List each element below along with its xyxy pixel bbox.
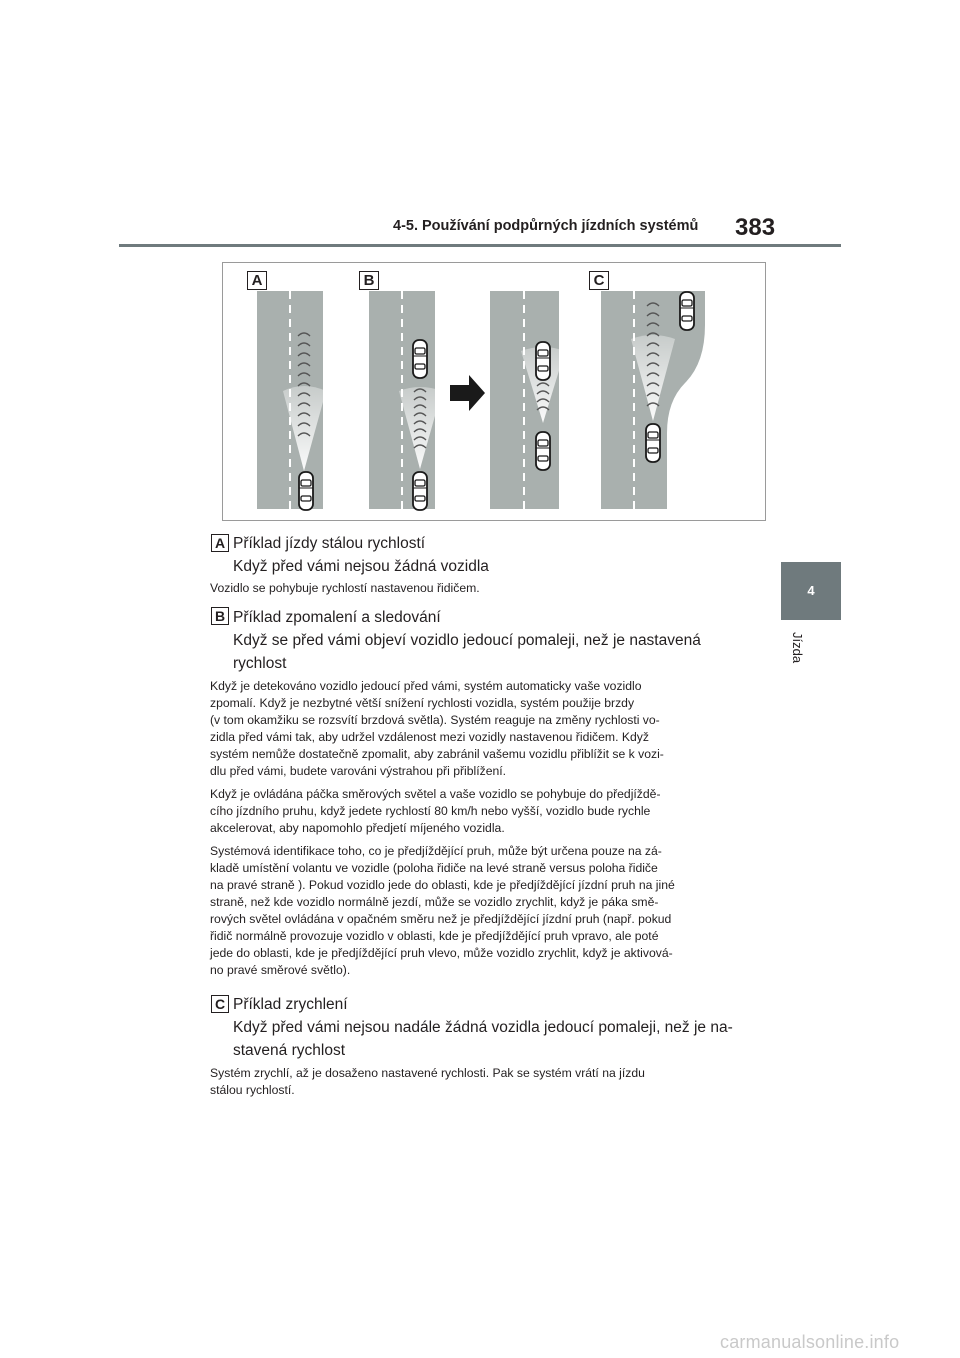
heading-line: Když před vámi nejsou nadále žádná vozidla jedoucí pomaleji, než je na- [233,1019,733,1036]
paragraph-line: Vozidlo se pohybuje rychlostí nastavenou řidičem. [210,581,480,595]
heading-line: Když se před vámi objeví vozidlo jedoucí pomaleji, než je nastavená [233,632,701,649]
section-a-paragraph [210,580,756,597]
transition-arrow [450,375,485,411]
lead-car-c1 [536,342,550,380]
paragraph-line: na pravé straně ). Pokud vozidlo jede do oblasti, kde je předjíždějící jízdní pruh na jiné [210,878,675,892]
paragraph-line: stálou rychlostí. [210,1083,295,1097]
paragraph-line: zidla před vámi tak, aby udržel vzdálenost mezi vozidly nastavenou řidičem. Když [210,730,649,744]
acc-illustration [222,262,766,521]
paragraph-line: Když je ovládána páčka směrových světel a vaše vozidlo se pohybuje do předjíždě- [210,787,661,801]
heading-line: stavená rychlost [233,1042,345,1059]
watermark: carmanualsonline.info [720,1332,900,1352]
chapter-tab [781,562,841,620]
merging-car-c2 [680,292,694,330]
paragraph-line: kladě umístění volantu ve vozidle (poloha řidiče na levé straně versus poloha řidiče [210,861,658,875]
paragraph-line: zpomalí. Když je nezbytné větší snížení rychlosti vozidla, systém použije brzdy [210,696,635,710]
section-c-marker: C [211,995,229,1013]
section-b-paragraph-1 [210,678,756,780]
figure-label-b: B [359,271,379,290]
section-title: 4-5. Používání podpůrných jízdních systémů [393,218,699,234]
section-a-heading [233,532,489,578]
section-c-paragraph [210,1065,756,1099]
lead-car-b [413,340,427,378]
paragraph-line: no pravé směrové světlo). [210,963,351,977]
chapter-number: 4 [807,583,815,598]
heading-line: Když před vámi nejsou žádná vozidla [233,558,489,575]
road-diagram [223,263,767,522]
section-b-heading [233,606,701,675]
figure-label-a: A [247,271,267,290]
section-b-paragraph-3 [210,843,756,979]
figure-label-c: C [589,271,609,290]
paragraph-line: jede do oblasti, kde je předjíždějící pruh vlevo, může vozidlo zrychlit, když je aktivová- [210,946,673,960]
paragraph-line: systém nemůže dostatečně zpomalit, aby zabránil vašemu vozidlu přiblížit se k vozi- [210,747,664,761]
paragraph-line: Systém zrychlí, až je dosaženo nastavené rychlosti. Pak se systém vrátí na jízdu [210,1066,645,1080]
heading-line: Příklad zpomalení a sledování [233,609,441,626]
chapter-label [789,632,807,692]
paragraph-line: cího jízdního pruhu, když jedete rychlostí 80 km/h nebo vyšší, vozidlo bude rychle [210,804,651,818]
paragraph-line: akcelerovat, aby napomohlo předjetí míjeného vozidla. [210,821,505,835]
section-b-paragraph-2 [210,786,756,837]
paragraph-line: Systémová identifikace toho, co je předjíždějící pruh, může být určena pouze na zá- [210,844,662,858]
heading-line: Příklad zrychlení [233,996,348,1013]
paragraph-line: straně, než kde vozidlo normálně jezdí, může se vozidlo zrychlit, když je páka smě- [210,895,659,909]
section-c-heading [233,993,733,1062]
paragraph-line: rových světel ovládána v opačném směru než je předjíždějící jízdní pruh (např. pokud [210,912,672,926]
paragraph-line: řidič normálně provozuje vozidlo v oblasti, kde je předjíždějící pruh vpravo, ale poté [210,929,659,943]
own-car-a [299,472,313,510]
own-car-b [413,472,427,510]
own-car-c1 [536,432,550,470]
paragraph-line: dlu před vámi, budete varováni výstrahou při přiblížení. [210,764,507,778]
heading-line: rychlost [233,655,287,672]
section-b-marker: B [211,607,229,625]
paragraph-line: (v tom okamžiku se rozsvítí brzdová světla). Systém reaguje na změny rychlosti vo- [210,713,660,727]
own-car-c2 [646,424,660,462]
page-number: 383 [735,214,776,241]
paragraph-line: Když je detekováno vozidlo jedoucí před vámi, systém automaticky vaše vozidlo [210,679,642,693]
header-rule [119,244,841,247]
chapter-label-text: Jízda [790,632,805,664]
section-a-marker: A [211,534,229,552]
heading-line: Příklad jízdy stálou rychlostí [233,535,426,552]
